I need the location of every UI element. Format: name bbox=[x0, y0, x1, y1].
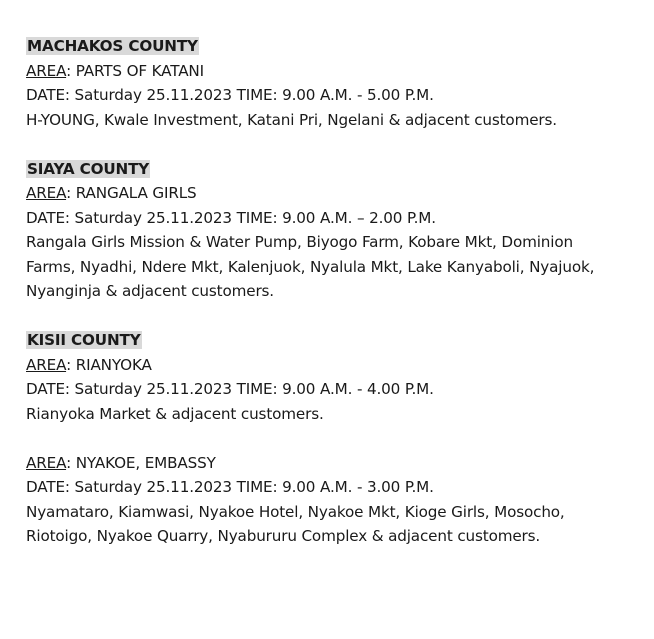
date-time-line: DATE: Saturday 25.11.2023 TIME: 9.00 A.M. - 5.00 P.M. bbox=[26, 86, 434, 104]
area-value: : PARTS OF KATANI bbox=[66, 61, 204, 80]
area-label: AREA bbox=[26, 355, 67, 374]
affected-places: Rianyoka Market & adjacent customers. bbox=[26, 404, 324, 423]
section-machakos bbox=[26, 34, 636, 132]
area-line bbox=[26, 451, 636, 476]
area-label: AREA bbox=[26, 453, 67, 472]
affected-places: Nyamataro, Kiamwasi, Nyakoe Hotel, Nyakoe Mkt, Kioge Girls, Mosocho, Riotoigo, Nyakoe Quarry, Nyabururu Complex & adjacent customers. bbox=[26, 502, 565, 545]
county-heading: SIAYA COUNTY bbox=[27, 159, 150, 178]
county-heading: MACHAKOS COUNTY bbox=[27, 37, 198, 55]
date-time-line: DATE: Saturday 25.11.2023 TIME: 9.00 A.M. - 4.00 P.M. bbox=[26, 380, 434, 398]
area-label: AREA bbox=[26, 184, 67, 202]
date-time-line: DATE: Saturday 25.11.2023 TIME: 9.00 A.M. – 2.00 P.M. bbox=[26, 208, 436, 227]
area-value: : RANGALA GIRLS bbox=[66, 184, 197, 202]
affected-places: H-YOUNG, Kwale Investment, Katani Pri, Ngelani & adjacent customers. bbox=[26, 110, 557, 129]
area-line bbox=[26, 353, 636, 378]
affected-places: Rangala Girls Mission & Water Pump, Biyogo Farm, Kobare Mkt, Dominion Farms, Nyadhi, Ndere Mkt, Kalenjuok, Nyalula Mkt, Lake Kanyaboli, Nyajuok, Nyanginja & adjacent customers. bbox=[26, 233, 595, 300]
date-time-line: DATE: Saturday 25.11.2023 TIME: 9.00 A.M. - 3.00 P.M. bbox=[26, 478, 434, 496]
area-line bbox=[26, 181, 636, 206]
power-interruption-notice bbox=[26, 34, 636, 549]
county-heading: KISII COUNTY bbox=[27, 331, 141, 349]
area-value: : NYAKOE, EMBASSY bbox=[66, 453, 216, 472]
section-kisii bbox=[26, 328, 636, 426]
area-value: : RIANYOKA bbox=[66, 355, 152, 374]
area-line bbox=[26, 59, 636, 84]
area-label: AREA bbox=[26, 61, 67, 80]
section-kisii-nyakoe bbox=[26, 451, 636, 549]
section-siaya bbox=[26, 157, 636, 304]
